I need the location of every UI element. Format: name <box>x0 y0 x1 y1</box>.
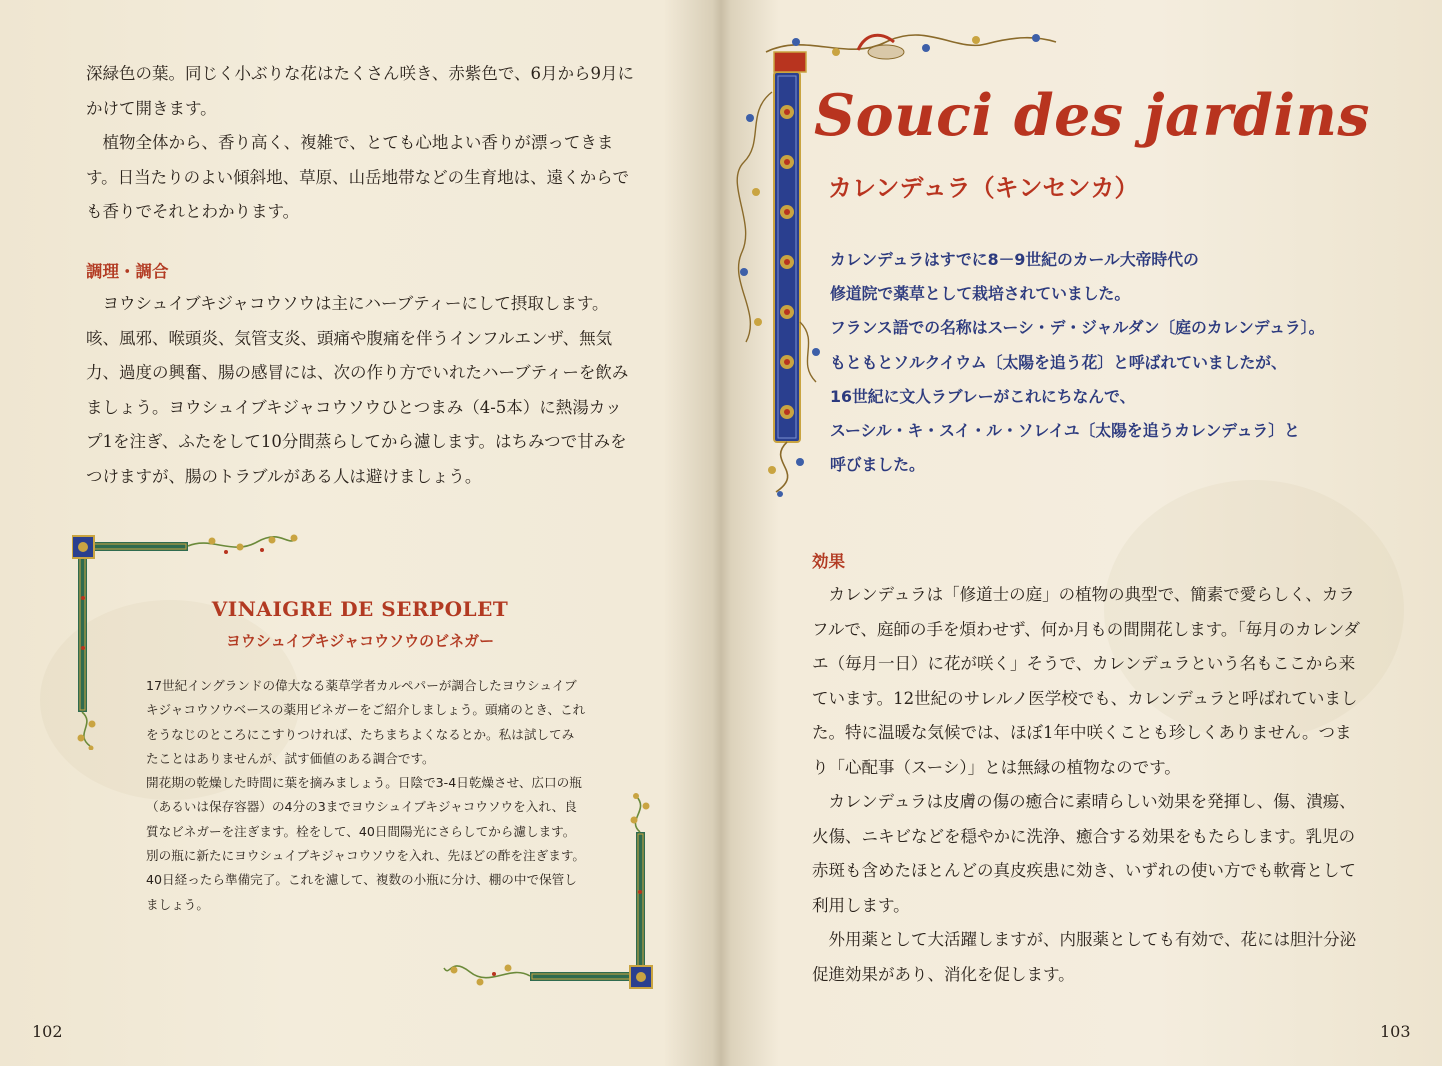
left-top-text <box>86 57 636 230</box>
cooking-paragraph: ヨウシュイブキジャコウソウは主にハーブティーにして摂取します。咳、風邪、喉頭炎、気管支炎、頭痛や腹痛を伴うインフルエンザ、無気力、過度の興奮、腸の感冒には、次の作り方でいれたハーブティーを飲みましょう。ヨウシュイブキジャコウソウひとつまみ（4-5本）に熱湯カップ1を注ぎ、ふたをして10分間蒸らしてから濾します。はちみつで甘みをつけますが、腸のトラブルがある人は避けましょう。 <box>86 294 629 486</box>
page-number-left: 102 <box>32 1022 63 1041</box>
right-subtitle: カレンデュラ（キンセンカ） <box>828 174 1139 202</box>
box-subtitle: ヨウシュイブキジャコウソウのビネガー <box>225 632 495 650</box>
cooking-text <box>86 287 636 494</box>
intro-line-5: 16世紀に文人ラブレーがこれにちなんで、 <box>830 386 1136 406</box>
intro-line-2: 修道院で薬草として栽培されていました。 <box>830 284 1131 304</box>
intro-line-6: スーシル・キ・スイ・ル・ソレイユ〔太陽を追うカレンデュラ〕と <box>830 421 1300 441</box>
effects-paragraph-2: カレンデュラは皮膚の傷の癒合に素晴らしい効果を発揮し、傷、潰瘍、火傷、ニキビなどを穏やかに洗浄、癒合する効果をもたらします。乳児の赤斑も含めたほとんどの真皮疾患に効き、いずれの使い方でも軟膏として利用します。 <box>812 792 1356 915</box>
intro-line-4: もともとソルクイウム〔太陽を追う花〕と呼ばれていましたが、 <box>830 352 1287 372</box>
box-text <box>146 674 586 917</box>
left-page <box>0 0 718 1066</box>
effects-text <box>812 578 1362 992</box>
left-paragraph-1: 深緑色の葉。同じく小ぶりな花はたくさん咲き、赤紫色で、6月から9月にかけて開きます。 <box>86 64 635 118</box>
intro-text <box>830 243 1390 482</box>
page-number-right: 103 <box>1380 1022 1411 1041</box>
intro-line-3: フランス語での名称はスーシ・デ・ジャルダン〔庭のカレンデュラ〕。 <box>830 318 1325 338</box>
effects-paragraph-1: カレンデュラは「修道士の庭」の植物の典型で、簡素で愛らしく、カラフルで、庭師の手を煩わせず、何か月もの間開花します。「毎月のカレンダエ（毎月一日）に花が咲く」そうで、カレンデュラという名もここから来ています。12世紀のサレルノ医学校でも、カレンデュラと呼ばれていました。特に温暖な気候では、ほぼ1年中咲くことも珍しくありません。つまり「心配事（スーシ）」とは無縁の植物なのです。 <box>812 585 1361 777</box>
box-paragraph-1: 17世紀イングランドの偉大なる薬草学者カルペパーが調合したヨウシュイブキジャコウソウベースの薬用ビネガーをご紹介しましょう。頭痛のとき、これをうなじのところにこすりつければ、たちまちよくなるとか。私は試してみたことはありませんが、試す価値のある調合です。 <box>146 678 586 766</box>
box-title: VINAIGRE DE SERPOLET <box>211 597 509 621</box>
right-title: Souci des jardins <box>814 82 1371 149</box>
left-paragraph-2: 植物全体から、香り高く、複雑で、とても心地よい香りが漂ってきます。日当たりのよい傾斜地、草原、山岳地帯などの生育地は、遠くからでも香りでそれとわかります。 <box>86 133 630 221</box>
intro-line-1: カレンデュラはすでに8－9世紀のカール大帝時代の <box>830 250 1199 269</box>
section-heading-effects: 効果 <box>812 552 845 571</box>
box-paragraph-2: 開花期の乾燥した時間に葉を摘みましょう。日陰で3-4日乾燥させ、広口の瓶（あるいは保存容器）の4分の3までヨウシュイブキジャコウソウを入れ、良質なビネガーを注ぎます。栓をして、40日間陽光にさらしてから濾します。別の瓶に新たにヨウシュイブキジャコウソウを入れ、先ほどの酢を注ぎます。40日経ったら準備完了。これを濾して、複数の小瓶に分け、棚の中で保管しましょう。 <box>146 775 586 912</box>
effects-paragraph-3: 外用薬として大活躍しますが、内服薬としても有効で、花には胆汁分泌促進効果があり、消化を促します。 <box>812 930 1357 984</box>
intro-line-7: 呼びました。 <box>830 455 925 475</box>
section-heading-cooking: 調理・調合 <box>86 262 169 281</box>
